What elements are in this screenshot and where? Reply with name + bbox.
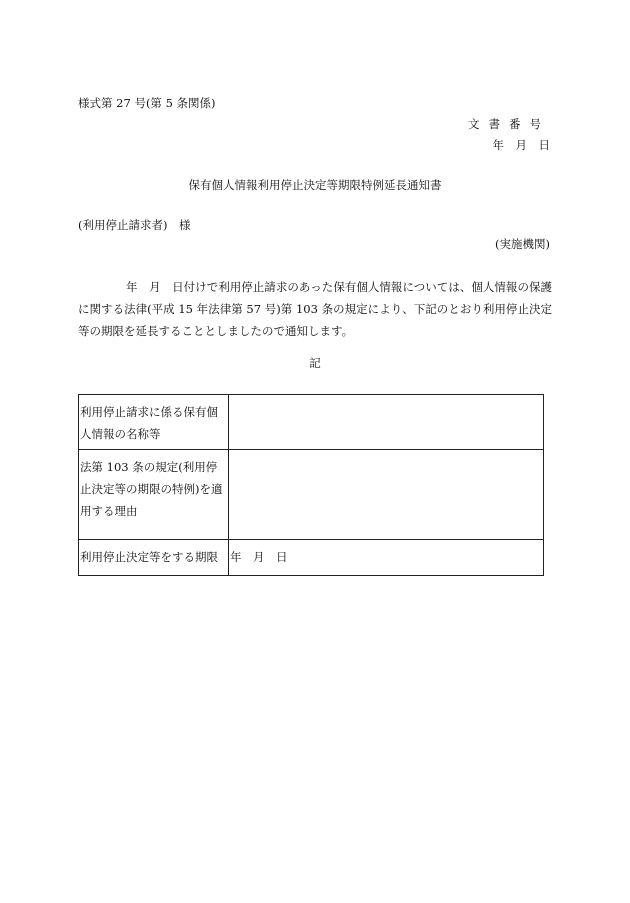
body-paragraph [78,276,552,342]
row-value-info-name [229,395,544,450]
document-title: 保有個人情報利用停止決定等期限特例延長通知書 [188,178,442,192]
issuer-line: (実施機関) [495,237,550,251]
table-row [79,395,544,450]
row-label-info-name: 利用停止請求に係る保有個人情報の名称等 [79,395,229,450]
row-label-reason: 法第 103 条の規定(利用停止決定等の期限の特例)を適用する理由 [79,450,229,540]
row-value-deadline: 年 月 日 [229,540,544,576]
document-number-label: 文書番号 [468,117,550,131]
recipient-line: (利用停止請求者) 様 [78,218,191,232]
row-value-reason [229,450,544,540]
table-row [79,450,544,540]
ki-heading: 記 [309,356,321,370]
body-text: 年 月 日付けで利用停止請求のあった保有個人情報については、個人情報の保護に関する法律(平成 15 年法律第 57 号)第 103 条の規定により、下記のとおり利用停止決定等の期限を延長することとしましたので通知します。 [78,280,552,338]
details-table [78,394,544,576]
form-number: 様式第 27 号(第 5 条関係) [78,96,216,110]
row-label-deadline: 利用停止決定等をする期限 [79,540,229,576]
table-row [79,540,544,576]
issue-date: 年 月 日 [492,138,550,152]
